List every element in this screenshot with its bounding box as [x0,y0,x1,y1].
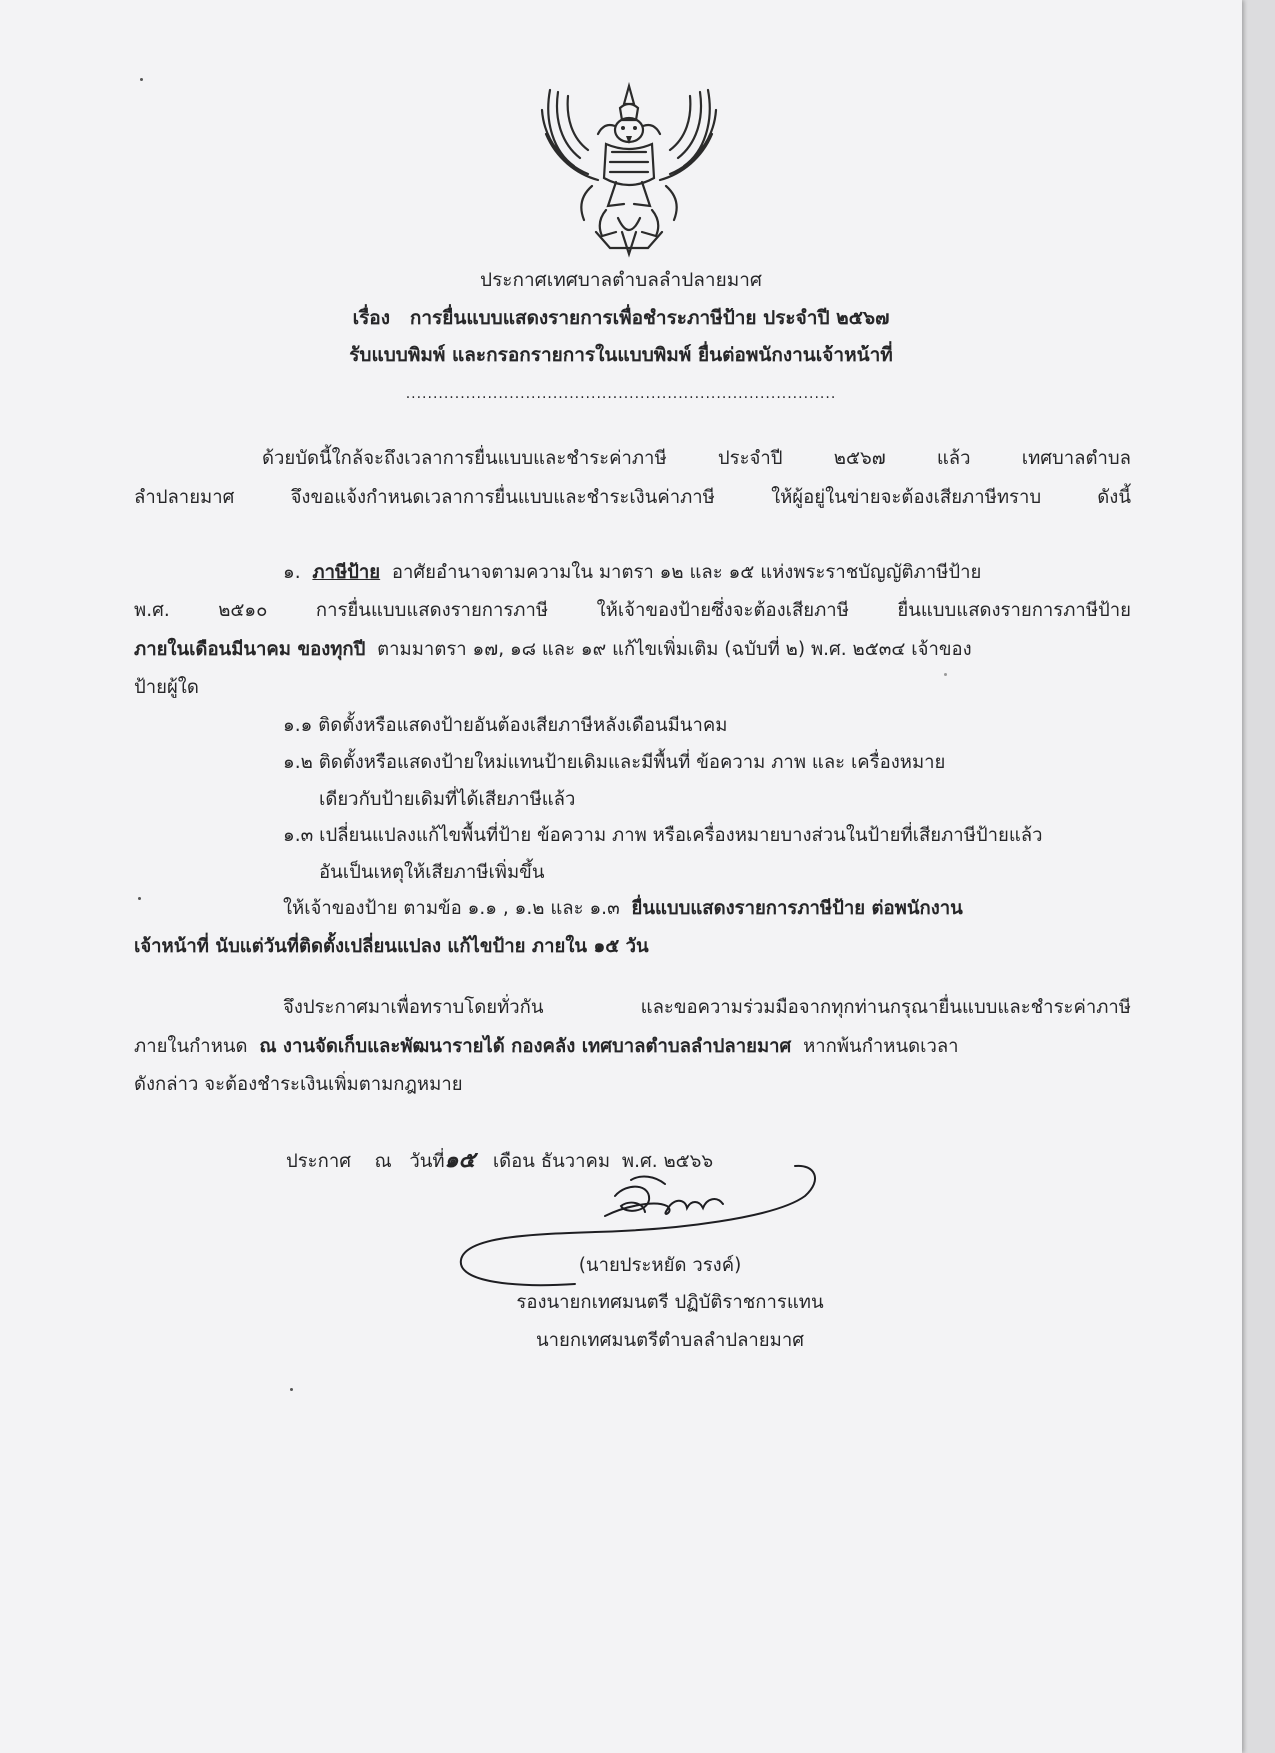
signatory-organization: นายกเทศมนตรีตำบลลำปลายมาศ [536,1330,804,1351]
subject-text: การยื่นแบบแสดงรายการเพื่อชำระภาษีป้าย ประจำปี ๒๕๖๗ [409,307,890,329]
date-year: ๒๕๖๖ [663,1151,714,1172]
announcement-office: ณ งานจัดเก็บและพัฒนารายได้ กองคลัง เทศบาลตำบลลำปลายมาศ [259,1036,792,1057]
section1-closing-1-bold: ยื่นแบบแสดงรายการภาษีป้าย ต่อพนักงาน [631,898,963,919]
section1-line-3 [134,638,972,662]
signatory-name: (นายประหยัด วรงค์) [578,1255,742,1276]
date-day: ๑๕ [444,1148,476,1173]
scan-speck [138,897,141,900]
date-month-label: เดือน [492,1151,535,1172]
list-item-continuation: เดียวกับป้ายเดิมที่ได้เสียภาษีแล้ว [319,789,576,810]
subject-line [0,306,1242,330]
scan-speck [944,673,947,676]
announcement-line-2 [134,1035,959,1059]
intro-line-2: ลำปลายมาศ จึงขอแจ้งกำหนดเวลาการยื่นแบบและชำระเงินค่าภาษี ให้ผู้อยู่ในข่ายจะต้องเสียภาษีทราบ ดังนี้ [134,487,1131,508]
date-at: ณ [374,1151,392,1172]
section1-heading: ภาษีป้าย [312,562,381,583]
announcement-title: ประกาศเทศบาลตำบลลำปลายมาศ [480,269,762,291]
section1-line-4: ป้ายผู้ใด [134,677,199,698]
section1-line-3-rest: ตามมาตรา ๑๗, ๑๘ และ ๑๙ แก้ไขเพิ่มเติม (ฉบับที่ ๒) พ.ศ. ๒๕๓๔ เจ้าของ [377,639,972,660]
section1-line-1-rest: อาศัยอำนาจตามความใน มาตรา ๑๒ และ ๑๕ แห่งพระราชบัญญัติภาษีป้าย [391,562,982,583]
list-item: ๑.๒ ติดตั้งหรือแสดงป้ายใหม่แทนป้ายเดิมและมีพื้นที่ ข้อความ ภาพ และ เครื่องหมาย [283,752,946,773]
intro-line-1 [262,447,1131,471]
date-day-label: วันที่ [409,1151,445,1172]
subject-line-2: รับแบบพิมพ์ และกรอกรายการในแบบพิมพ์ ยื่นต่อพนักงานเจ้าหน้าที่ [349,344,893,366]
scan-speck [290,1388,293,1391]
subject-label: เรื่อง [352,307,390,329]
list-item: ๑.๑ ติดตั้งหรือแสดงป้ายอันต้องเสียภาษีหลังเดือนมีนาคม [283,715,728,736]
garuda-emblem-icon [536,82,722,258]
list-item: ๑.๓ เปลี่ยนแปลงแก้ไขพื้นที่ป้าย ข้อความ ภาพ หรือเครื่องหมายบางส่วนในป้ายที่เสียภาษีป้ายแล้ว [283,825,1043,846]
section1-deadline: ภายในเดือนมีนาคม ของทุกปี [134,639,366,660]
scan-speck [140,78,143,81]
section1-closing-2: เจ้าหน้าที่ นับแต่วันที่ติดตั้งเปลี่ยนแปลง แก้ไขป้าย ภายใน ๑๕ วัน [134,936,649,957]
section1-line-2: พ.ศ. ๒๕๑๐ การยื่นแบบแสดงรายการภาษี ให้เจ้าของป้ายซึ่งจะต้องเสียภาษี ยื่นแบบแสดงรายการภาษีป้าย [134,600,1131,621]
section1-closing-1-normal: ให้เจ้าของป้าย ตามข้อ ๑.๑ , ๑.๒ และ ๑.๓ [283,898,620,919]
announcement-line-3: ดังกล่าว จะต้องชำระเงินเพิ่มตามกฎหมาย [134,1074,463,1095]
date-year-label: พ.ศ. [621,1151,658,1172]
header-separator: ............................................................................... [405,386,837,402]
date-prefix: ประกาศ [286,1151,351,1172]
section1-number: ๑. [283,562,301,583]
section1-line-1 [283,561,981,585]
date-month: ธันวาคม [540,1151,611,1172]
announcement-line-2-normal: ภายในกำหนด [134,1036,248,1057]
signatory-position: รองนายกเทศมนตรี ปฏิบัติราชการแทน [516,1292,824,1313]
announcement-line-1: จึงประกาศมาเพื่อทราบโดยทั่วกัน และขอความร่วมมือจากทุกท่านกรุณายื่นแบบและชำระค่าภาษี [283,997,1131,1018]
section1-closing-1 [283,897,963,921]
intro-line-1-text: ด้วยบัดนี้ใกล้จะถึงเวลาการยื่นแบบและชำระค่าภาษี ประจำปี ๒๕๖๗ แล้ว เทศบาลตำบล [262,448,1131,469]
announcement-line-2-rest: หากพ้นกำหนดเวลา [803,1036,959,1057]
list-item-continuation: อันเป็นเหตุให้เสียภาษีเพิ่มขึ้น [319,862,545,883]
